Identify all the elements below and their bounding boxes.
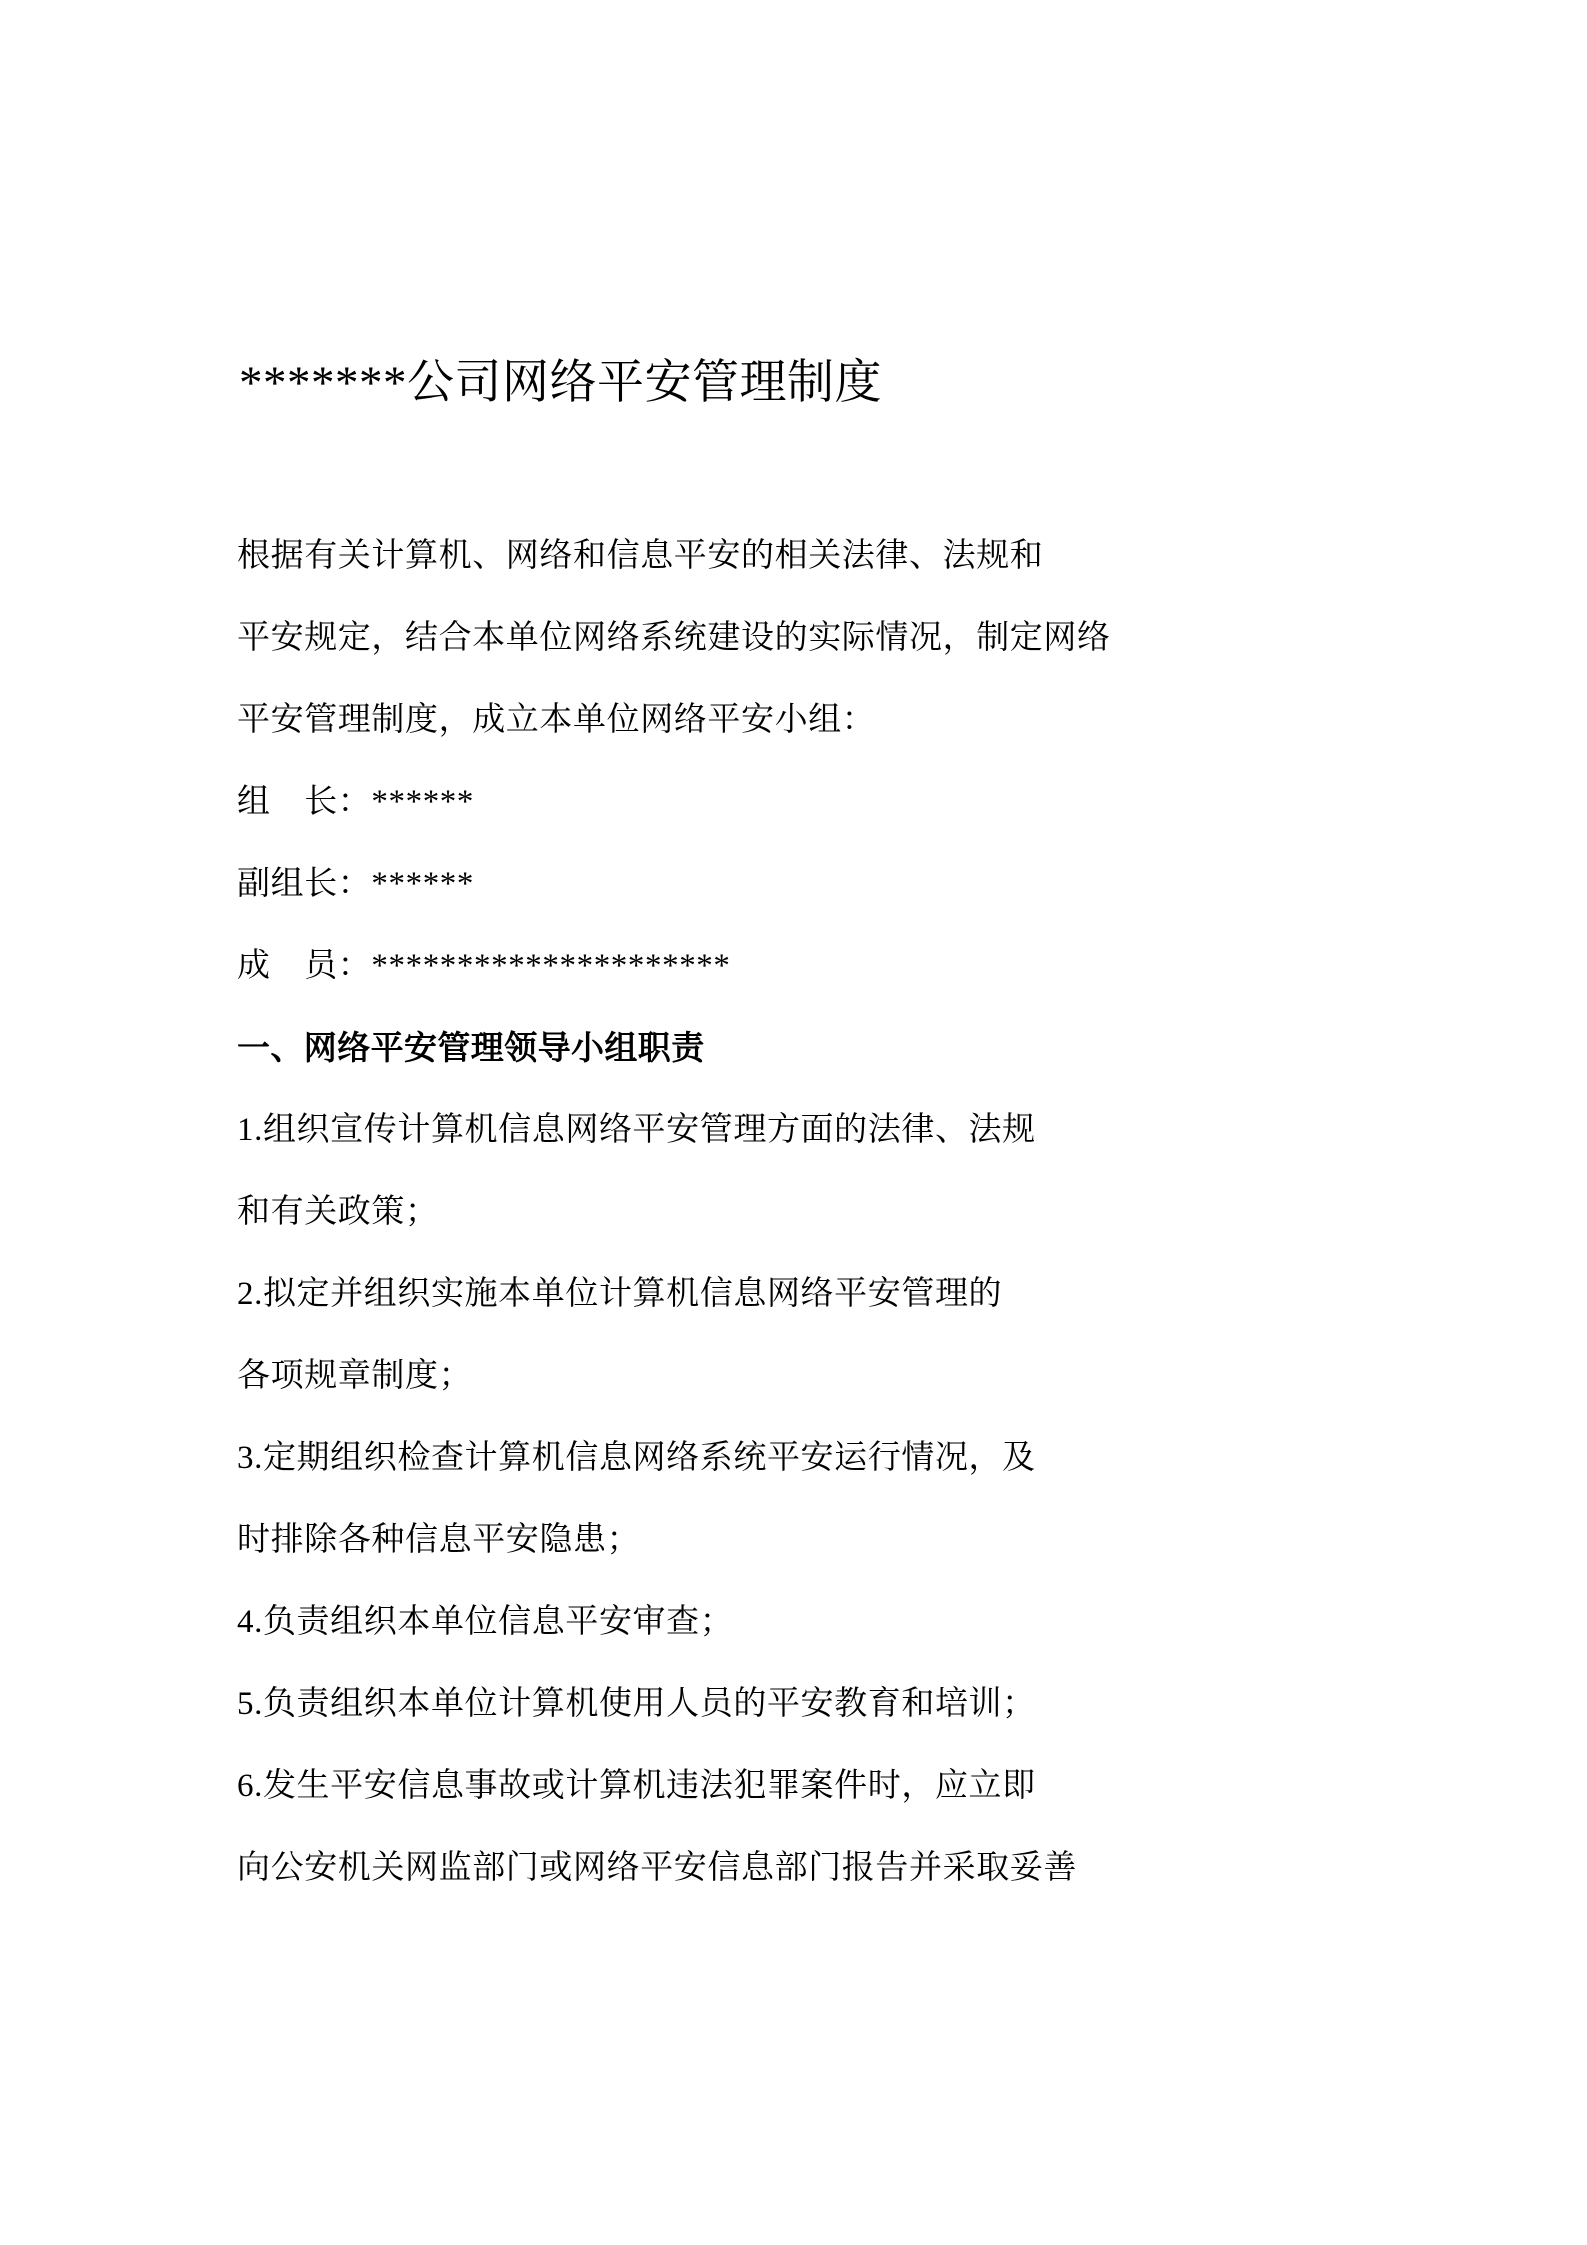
document-line: 向公安机关网监部门或网络平安信息部门报告并采取妥善 [237, 1850, 1077, 1886]
title-spacer [237, 407, 1357, 515]
document-line: 6.发生平安信息事故或计算机违法犯罪案件时，应立即 [237, 1768, 1036, 1804]
document-text-block [237, 515, 1357, 1909]
document-line: 根据有关计算机、网络和信息平安的相关法律、法规和 [237, 538, 1044, 574]
document-line: 5.负责组织本单位计算机使用人员的平安教育和培训； [237, 1686, 1036, 1722]
document-line: 1.组织宣传计算机信息网络平安管理方面的法律、法规 [237, 1112, 1036, 1148]
document-line: 各项规章制度； [237, 1358, 473, 1394]
document-line: 成 员：********************* [237, 948, 731, 984]
document-line: 4.负责组织本单位信息平安审查； [237, 1604, 734, 1640]
document-line: 和有关政策； [237, 1194, 439, 1230]
document-body [237, 357, 1357, 1909]
section-heading: 一、网络平安管理领导小组职责 [237, 1029, 705, 1066]
document-line: 组 长：****** [237, 784, 474, 820]
document-line: 副组长：****** [237, 866, 474, 902]
document-line: 时排除各种信息平安隐患； [237, 1522, 641, 1558]
document-line: 2.拟定并组织实施本单位计算机信息网络平安管理的 [237, 1276, 1003, 1312]
document-line: 平安管理制度，成立本单位网络平安小组： [237, 702, 876, 738]
page-title: *******公司网络平安管理制度 [239, 357, 882, 409]
document-line: 3.定期组织检查计算机信息网络系统平安运行情况，及 [237, 1440, 1036, 1476]
document-line: 平安规定，结合本单位网络系统建设的实际情况，制定网络 [237, 620, 1111, 656]
